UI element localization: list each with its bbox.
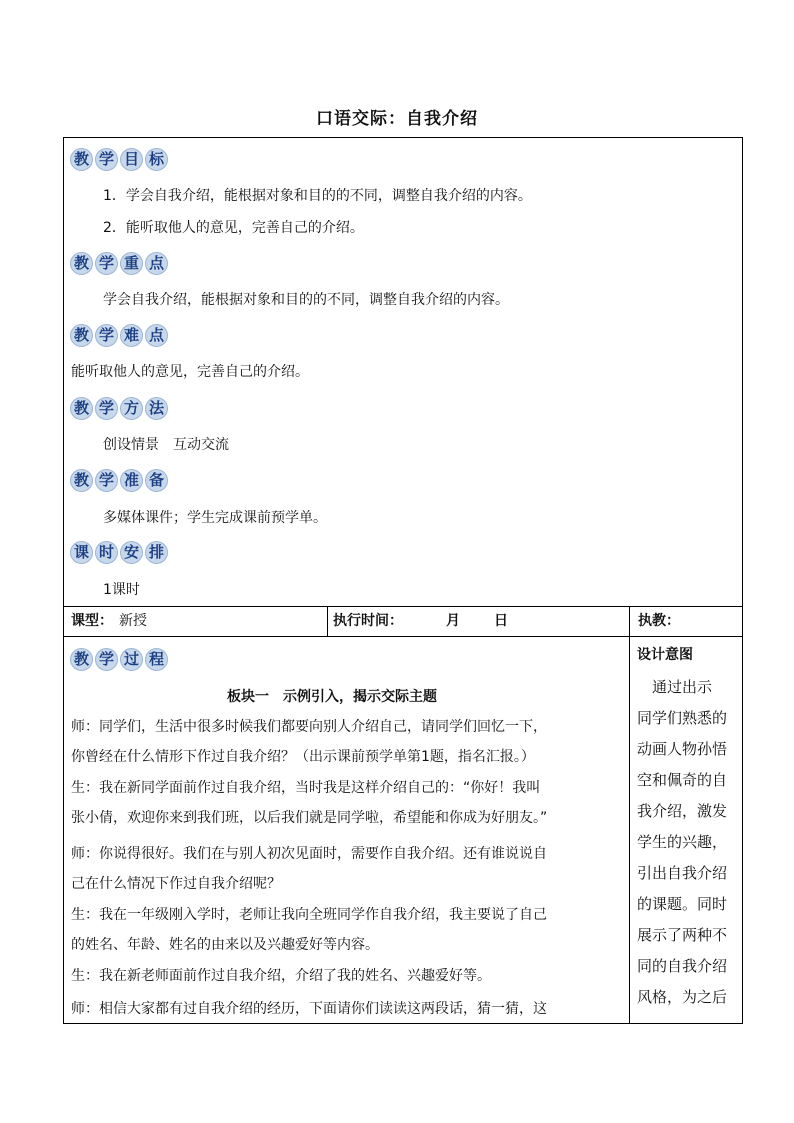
design-intent-line: 学生的兴趣， [637, 833, 728, 851]
badge-char: 排 [145, 541, 168, 564]
section-badge-difficulties [70, 324, 168, 347]
design-intent-line: 同学们熟悉的 [637, 709, 728, 727]
block-title: 板块一 示例引入，揭示交际主题 [227, 689, 437, 705]
badge-char: 学 [95, 648, 118, 671]
badge-char: 程 [145, 648, 168, 671]
row-divider [64, 636, 742, 637]
day-label: 日 [494, 613, 508, 629]
design-intent-line: 引出自我介绍 [637, 864, 728, 882]
badge-char: 法 [145, 397, 168, 420]
badge-char: 学 [95, 252, 118, 275]
badge-char: 时 [95, 541, 118, 564]
column-divider [327, 606, 328, 637]
section-badge-process [70, 648, 168, 671]
process-line: 你曾经在什么情形下作过自我介绍？（出示课前预学单第1题，指名汇报。） [71, 749, 535, 765]
preparation-text: 多媒体课件；学生完成课前预学单。 [103, 510, 327, 526]
process-line: 师：相信大家都有过自我介绍的经历，下面请你们读读这两段话，猜一猜，这 [71, 1001, 547, 1017]
badge-char: 学 [95, 397, 118, 420]
section-badge-key-points [70, 252, 168, 275]
teacher-label: 执教： [638, 613, 680, 629]
badge-char: 教 [70, 397, 93, 420]
process-line: 的姓名、年龄、姓名的由来以及兴趣爱好等内容。 [71, 937, 379, 953]
process-line: 生：我在一年级刚入学时，老师让我向全班同学作自我介绍，我主要说了自己 [71, 907, 547, 923]
lesson-type-label: 课型： [71, 613, 113, 629]
process-line: 师：你说得很好。我们在与别人初次见面时，需要作自我介绍。还有谁说说自 [71, 846, 547, 862]
badge-char: 学 [95, 148, 118, 171]
design-intent-line: 通过出示 [637, 678, 713, 696]
design-intent-line: 风格，为之后 [637, 988, 728, 1006]
badge-char: 方 [120, 397, 143, 420]
badge-char: 标 [145, 148, 168, 171]
badge-char: 教 [70, 324, 93, 347]
goal-item: 2．能听取他人的意见，完善自己的介绍。 [103, 220, 364, 236]
design-intent-line: 同的自我介绍 [637, 957, 728, 975]
execution-time-label: 执行时间： [333, 613, 403, 629]
process-line: 己在什么情况下作过自我介绍呢？ [71, 876, 281, 892]
badge-char: 教 [70, 252, 93, 275]
process-line: 师：同学们，生活中很多时候我们都要向别人介绍自己，请同学们回忆一下， [71, 719, 547, 735]
design-intent-line: 我介绍，激发 [637, 802, 728, 820]
badge-char: 教 [70, 148, 93, 171]
badge-char: 重 [120, 252, 143, 275]
column-divider [629, 606, 630, 1024]
difficulties-text: 能听取他人的意见，完善自己的介绍。 [71, 364, 309, 380]
lesson-type-value: 新授 [119, 613, 147, 629]
badge-char: 课 [70, 541, 93, 564]
design-intent-line: 展示了两种不 [637, 926, 728, 944]
schedule-text: 1课时 [103, 582, 140, 598]
process-line: 生：我在新老师面前作过自我介绍，介绍了我的姓名、兴趣爱好等。 [71, 968, 491, 984]
badge-char: 准 [120, 469, 143, 492]
methods-text: 创设情景 互动交流 [103, 437, 229, 453]
badge-char: 过 [120, 648, 143, 671]
badge-char: 安 [120, 541, 143, 564]
design-intent-line: 空和佩奇的自 [637, 771, 728, 789]
section-badge-preparation [70, 469, 168, 492]
process-line: 张小倩，欢迎你来到我们班，以后我们就是同学啦，希望能和你成为好朋友。” [71, 810, 548, 826]
month-label: 月 [446, 613, 460, 629]
badge-char: 学 [95, 324, 118, 347]
badge-char: 目 [120, 148, 143, 171]
key-points-text: 学会自我介绍，能根据对象和目的的不同，调整自我介绍的内容。 [103, 292, 509, 308]
badge-char: 备 [145, 469, 168, 492]
goal-item: 1．学会自我介绍，能根据对象和目的的不同，调整自我介绍的内容。 [103, 188, 532, 204]
badge-char: 点 [145, 252, 168, 275]
design-intent-label: 设计意图 [637, 647, 693, 663]
design-intent-line: 的课题。同时 [637, 895, 728, 913]
badge-char: 教 [70, 469, 93, 492]
badge-char: 学 [95, 469, 118, 492]
row-divider [64, 606, 742, 607]
badge-char: 难 [120, 324, 143, 347]
process-line: 生：我在新同学面前作过自我介绍，当时我是这样介绍自己的：“你好！我叫 [71, 780, 541, 796]
design-intent-line: 动画人物孙悟 [637, 740, 728, 758]
section-badge-methods [70, 397, 168, 420]
section-badge-schedule [70, 541, 168, 564]
badge-char: 点 [145, 324, 168, 347]
section-badge-goals [70, 148, 168, 171]
page-title: 口语交际：自我介绍 [316, 109, 478, 129]
badge-char: 教 [70, 648, 93, 671]
